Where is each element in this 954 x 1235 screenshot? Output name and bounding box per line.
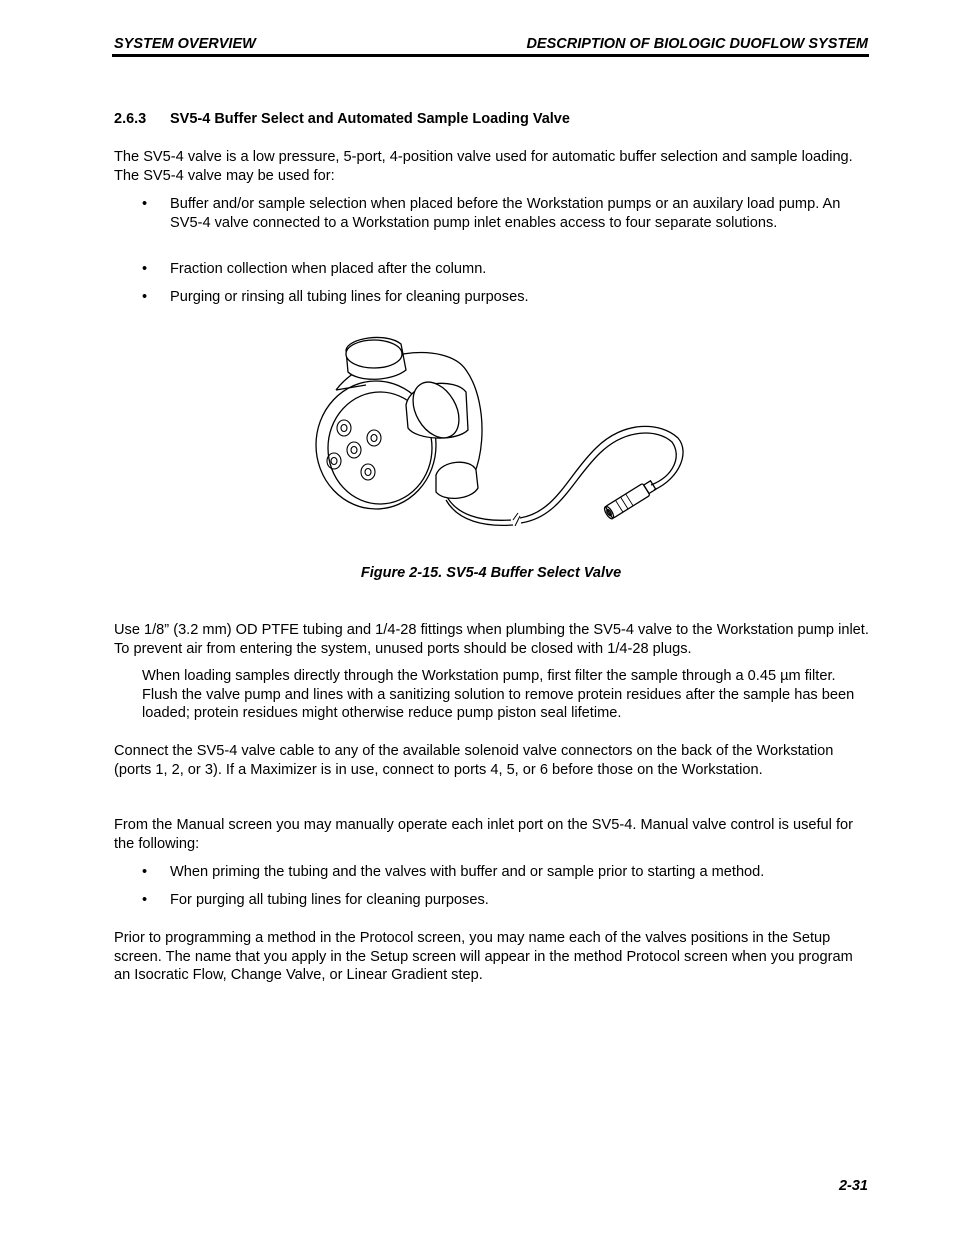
list-item [142,260,868,279]
figure-caption: Figure 2-15. SV5-4 Buffer Select Valve [360,565,622,581]
list-item [142,891,868,910]
running-header-right: DESCRIPTION OF BIOLOGIC DUOFLOW SYSTEM [526,36,868,52]
valve-figure [306,330,686,530]
header-rule [112,54,869,57]
bullet-icon: • [142,196,148,212]
bullet-icon: • [142,261,148,277]
list-item [142,195,868,232]
list-item [142,863,868,882]
sv5-4-valve-icon [306,330,686,530]
list-item-text: For purging all tubing lines for cleaning purposes. [170,892,489,908]
connect-paragraph: Connect the SV5-4 valve cable to any of the available solenoid valve connectors on the back of the Workstation (ports 1, 2, or 3). If a Maximizer is in use, connect to ports 4, 5, or 6 before those on the Workstation. [114,743,834,778]
tubing-paragraph: Use 1/8” (3.2 mm) OD PTFE tubing and 1/4-28 fittings when plumbing the SV5-4 valve to the Workstation pump inlet. To prevent air from entering the system, unused ports should be closed with 1/4-28 plugs. [114,622,869,657]
intro-paragraph: The SV5-4 valve is a low pressure, 5-port, 4-position valve used for automatic buffer selection and sample loading. The SV5-4 valve may be used for: [114,149,853,184]
section-heading [114,111,570,127]
setup-paragraph: Prior to programming a method in the Protocol screen, you may name each of the valves positions in the Setup screen. The name that you apply in the Setup screen will appear in the method Protocol screen when you program an Isocratic Flow, Change Valve, or Linear Gradient step. [114,930,853,984]
list-item-text: Fraction collection when placed after the column. [170,261,487,277]
list-item [142,288,868,307]
bullet-icon: • [142,289,148,305]
list-item-text: Buffer and/or sample selection when placed before the Workstation pumps or an auxilary load pump. An SV5-4 valve connected to a Workstation pump inlet enables access to four separate solutions. [170,196,841,231]
running-header-left: SYSTEM OVERVIEW [114,36,256,52]
bullet-icon: • [142,892,148,908]
list-item-text: Purging or rinsing all tubing lines for cleaning purposes. [170,289,529,305]
note-paragraph: When loading samples directly through the Workstation pump, first filter the sample through a 0.45 µm filter. Flush the valve pump and lines with a sanitizing solution to remove protein residues after the sample has been loaded; protein residues might otherwise reduce pump piston seal lifetime. [142,668,855,722]
section-title: SV5-4 Buffer Select and Automated Sample Loading Valve [170,111,570,127]
list-item-text: When priming the tubing and the valves with buffer and or sample prior to starting a method. [170,864,765,880]
manual-paragraph: From the Manual screen you may manually operate each inlet port on the SV5-4. Manual valve control is useful for the following: [114,817,853,852]
section-number: 2.6.3 [114,111,147,127]
page-number: 2-31 [838,1178,868,1194]
bullet-icon: • [142,864,148,880]
